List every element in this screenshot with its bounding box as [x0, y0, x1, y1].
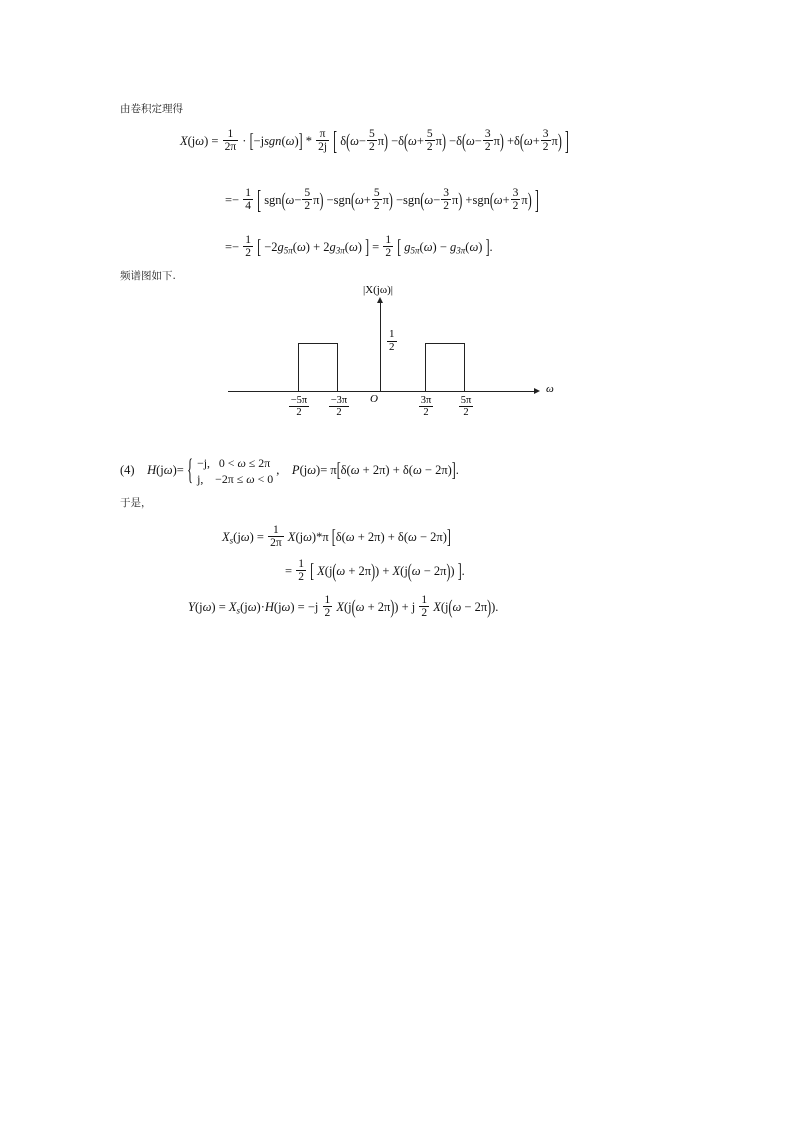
amplitude-label-num: 1 — [389, 328, 395, 340]
amplitude-label-den: 2 — [389, 340, 395, 353]
x-axis-label: ω — [546, 383, 554, 395]
tick-den: 2 — [296, 407, 302, 419]
equation-5: $X_s(j\omega)$ = $\frac{1}{2\pi}$ X(jω)*π [δ(ω + 2π) + δ(ω − 2π)] — [222, 524, 451, 550]
pulse-right — [425, 343, 465, 391]
tick-den: 2 — [463, 407, 469, 419]
tick-label-neg-5pi-2 — [283, 395, 315, 418]
tick-label-5pi-2 — [452, 395, 480, 418]
equation-3: =− $\frac{1}{2}$ [ $-2g_{5\pi}(\omega) + 2g_{3\pi}(\omega)$ ] = $\frac{1}{2}$ [ $g_{5\pi}(\omega) - g_{3\pi}(\omega)$ ]. — [225, 234, 493, 260]
item-4-p-expression: P(jω)= π[δ(ω + 2π) + δ(ω − 2π)]. — [291, 458, 459, 482]
tick-den: 2 — [423, 407, 429, 419]
x-axis — [228, 391, 535, 392]
y-axis-label: |X(jω)| — [363, 284, 393, 296]
tick-num: −5π — [290, 395, 308, 406]
y-axis — [380, 303, 381, 392]
pulse-left — [298, 343, 338, 391]
tick-num: 5π — [460, 395, 472, 406]
item-4-case-2: j, −2π ≤ ω < 0 — [197, 472, 274, 487]
y-axis-arrow-icon — [377, 297, 383, 303]
item-4-number: (4) — [120, 462, 135, 477]
item-4: (4) H(jω)= { −j, 0 < ω ≤ 2π j, −2π ≤ ω < 0 , P(jω)= π[δ(ω + 2π) + δ(ω − 2π)]. — [120, 452, 459, 487]
origin-label: O — [370, 393, 378, 405]
item-4-case-1: −j, 0 < ω ≤ 2π — [197, 456, 271, 470]
tick-den: 2 — [336, 407, 342, 419]
amplitude-label — [387, 329, 397, 353]
tick-label-neg-3pi-2 — [323, 395, 355, 418]
tick-label-3pi-2 — [412, 395, 440, 418]
equation-6: = $\frac{1}{2}$ [ X(j(ω + 2π)) + X(j(ω − 2π)) ]. — [285, 558, 465, 584]
tick-num: −3π — [330, 395, 348, 406]
equation-1: X(jω) = $\frac{1}{2\pi}$ · [−jsgn(ω)] * $\frac{\pi}{2j}$ [ δ(ω− $\frac{5}{2}$ π) −δ(ω+ $\frac{5}{2}$ π) −δ(ω− $\frac{3}{2}$ π) +δ(ω+ $\frac{3}{2}$ π) ] — [180, 124, 569, 157]
spectrum-plot — [190, 284, 610, 419]
equation-2: =− $\frac{1}{4}$ [ sgn(ω− $\frac{5}{2}$ π) −sgn(ω+ $\frac{5}{2}$ π) −sgn(ω− $\frac{3}{2}$ π) +sgn(ω+ $\frac{3}{2}$ π) ] — [225, 183, 539, 216]
tick-num: 3π — [420, 395, 432, 406]
then-text: 于是， — [120, 497, 152, 509]
intro-text: 由卷积定理得 — [120, 103, 183, 115]
x-axis-arrow-icon — [534, 388, 540, 394]
equation-7: $Y(j\omega) = X_s(j\omega)\cdot H(j\omega) = -j$ $\frac{1}{2}$ X(j(ω + 2π)) + j $\frac{1}{2}$ X(j(ω − 2π)). — [188, 594, 499, 620]
spectrum-caption: 频谱图如下. — [120, 270, 176, 282]
